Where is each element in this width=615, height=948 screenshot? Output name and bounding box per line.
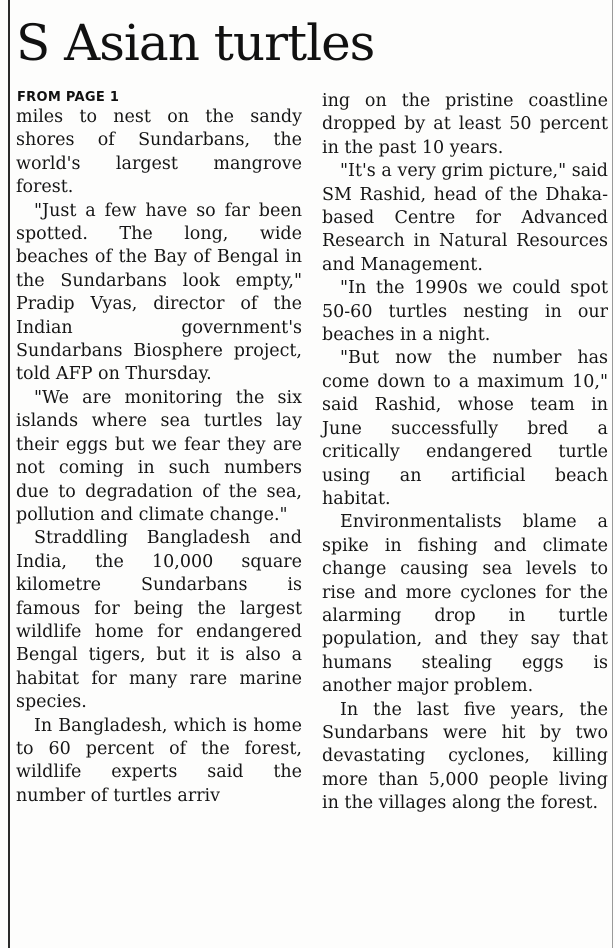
paragraph: "In the 1990s we could spot 50-60 turtles nesting in our beaches in a night.	[322, 278, 608, 346]
paragraph: Straddling Bangladesh and India, the 10,000 square kilometre Sundarbans is famous for being the largest wildlife home for endangered Bengal tigers, but it is also a habitat for many rare marine species.	[16, 528, 302, 713]
continued-from-label: FROM PAGE 1	[17, 90, 120, 105]
headline: S Asian turtles	[16, 14, 375, 72]
paragraph: "But now the number has come down to a maximum 10," said Rashid, whose team in June successfully bred a critically endangered turtle using an artificial beach habitat.	[322, 348, 608, 509]
paragraph: Environmentalists blame a spike in fishing and climate change causing sea levels to rise and more cyclones for the alarming drop in turtle population, and they say that humans stealing eggs is another major problem.	[322, 512, 608, 697]
paragraph: "Just a few have so far been spotted. The long, wide beaches of the Bay of Bengal in the Sundarbans look empty," Pradip Vyas, director of the Indian government's Sundarbans Biosphere project, told AFP on Thursday.	[16, 200, 302, 385]
left-frame-rule	[8, 0, 10, 948]
paragraph: In the last five years, the Sundarbans were hit by two devastating cyclones, killing more than 5,000 people living in the villages along the forest.	[322, 699, 608, 814]
paragraph: "It's a very grim picture," said SM Rashid, head of the Dhaka-based Centre for Advanced Research in Natural Resources and Management.	[322, 161, 608, 275]
paragraph: "We are monitoring the six islands where sea turtles lay their eggs but we fear they are not coming in such numbers due to degradation of the sea, pollution and climate change."	[16, 387, 302, 525]
article-column-right	[322, 90, 608, 816]
article-column-left	[16, 90, 302, 808]
paragraph: ing on the pristine coastline dropped by at least 50 percent in the past 10 years.	[322, 91, 608, 158]
paragraph: miles to nest on the sandy shores of Sundarbans, the world's largest mangrove forest.	[16, 107, 302, 198]
right-frame-rule	[612, 0, 613, 948]
paragraph: In Bangladesh, which is home to 60 percent of the forest, wildlife experts said the number of turtles arriv	[16, 715, 302, 806]
